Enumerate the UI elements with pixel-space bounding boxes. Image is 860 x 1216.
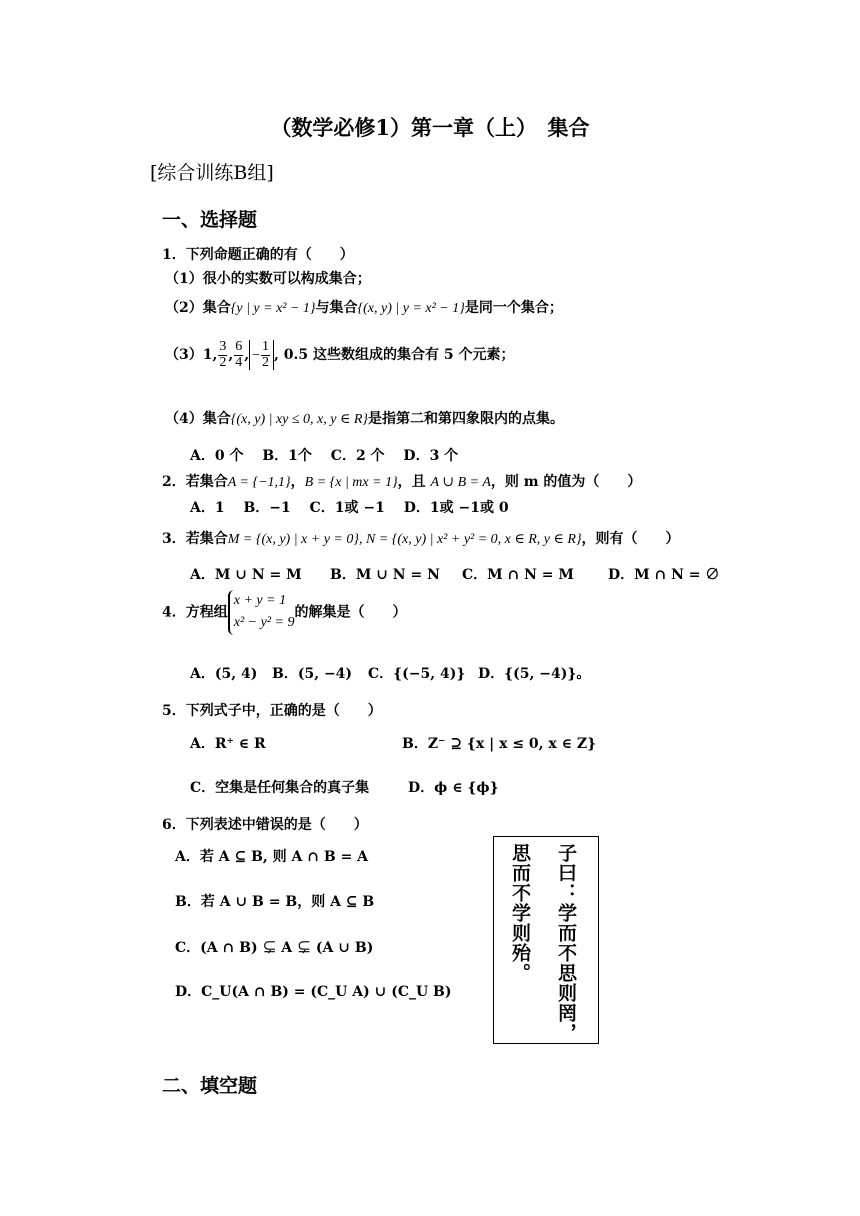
q1-set-4: {(x, y) | xy ≤ 0, x, y ∈ R}: [230, 412, 369, 427]
q6-option-d: D．C_U(A ∩ B) = (C_U A) ∪ (C_U B): [175, 984, 452, 1000]
fraction-3-2: $\frac{3}{2}$: [219, 339, 227, 370]
quote-box: [493, 836, 599, 1044]
q3-option-c: C．M ∩ N = M: [462, 567, 574, 583]
q5-option-a: A．R⁺ ∈ R: [190, 736, 266, 752]
q4-option-c: C．{(−5, 4)}: [368, 666, 466, 682]
q1-statement-2: （2）集合{y | y = x² − 1}与集合{(x, y) | y = x² − 1}是同一个集合；: [165, 300, 563, 316]
q2-stem: 2．若集合A = {−1,1}，B = {x | mx = 1}，且 A ∪ B = A，则 m 的值为（ ）: [162, 474, 642, 490]
q1-set-2: {(x, y) | y = x² − 1}: [357, 301, 465, 316]
equation-system: x + y = 1 x² − y² = 9: [228, 590, 295, 635]
q3-stem: 3．若集合M = {(x, y) | x + y = 0}, N = {(x, y) | x² + y² = 0, x ∈ R, y ∈ R}，则有（ ）: [162, 531, 680, 547]
q2-options: A．1 B．−1 C．1或 −1 D．1或 −1或 0: [190, 500, 509, 516]
quote-line-1: 子曰：学而不思则罔，: [555, 843, 577, 1043]
abs-neg-half: − $\frac{1}{2}$: [249, 340, 274, 370]
fraction-6-4: $\frac{6}{4}$: [235, 339, 243, 370]
q1-statement-3: （3）1, $\frac{3}{2}$ , $\frac{6}{4}$ , − $\frac{1}{2}$ , 0.5 这些数组成的集合有 5 个元素；: [165, 339, 515, 370]
quote-line-2: 思而不学则殆。: [509, 843, 531, 983]
q1-stem: 1．下列命题正确的有（ ）: [162, 247, 354, 263]
q6-stem: 6．下列表述中错误的是（ ）: [162, 817, 368, 833]
q3-option-d: D．M ∩ N = ∅: [608, 567, 720, 583]
section-fill-heading: 二、填空题: [162, 1075, 258, 1097]
q5-option-d: D．ϕ ∈ {ϕ}: [408, 780, 499, 796]
q6-option-b: B．若 A ∪ B = B，则 A ⊆ B: [175, 894, 375, 910]
q5-stem: 5．下列式子中，正确的是（ ）: [162, 703, 382, 719]
q5-option-c: C．空集是任何集合的真子集: [190, 780, 370, 796]
q1-statement-4: （4）集合{(x, y) | xy ≤ 0, x, y ∈ R}是指第二和第四象限内的点集。: [165, 411, 565, 427]
q1-statement-1: （1）很小的实数可以构成集合；: [165, 271, 371, 287]
q4-option-b: B．(5, −4): [272, 666, 353, 682]
q1-set-1: {y | y = x² − 1}: [230, 301, 316, 316]
q4-option-d: D．{(5, −4)}。: [478, 666, 591, 682]
q1-options: A．0 个 B．1个 C．2 个 D．3 个: [190, 448, 459, 464]
q6-option-c: C．(A ∩ B) ⊊ A ⊊ (A ∪ B): [175, 940, 374, 956]
section-choice-heading: 一、选择题: [162, 209, 258, 231]
q4-option-a: A．(5, 4): [190, 666, 258, 682]
q6-option-a: A．若 A ⊆ B, 则 A ∩ B = A: [175, 849, 369, 865]
q5-option-b: B．Z⁻ ⊇ {x | x ≤ 0, x ∈ Z}: [402, 736, 597, 752]
group-label: [综合训练B组]: [150, 162, 274, 184]
page-title: （数学必修1）第一章（上） 集合: [270, 115, 590, 140]
q3-option-b: B．M ∪ N = N: [330, 567, 440, 583]
q4-stem: 4．方程组 x + y = 1 x² − y² = 9 的解集是（ ）: [162, 590, 406, 635]
q3-option-a: A．M ∪ N = M: [190, 567, 302, 583]
